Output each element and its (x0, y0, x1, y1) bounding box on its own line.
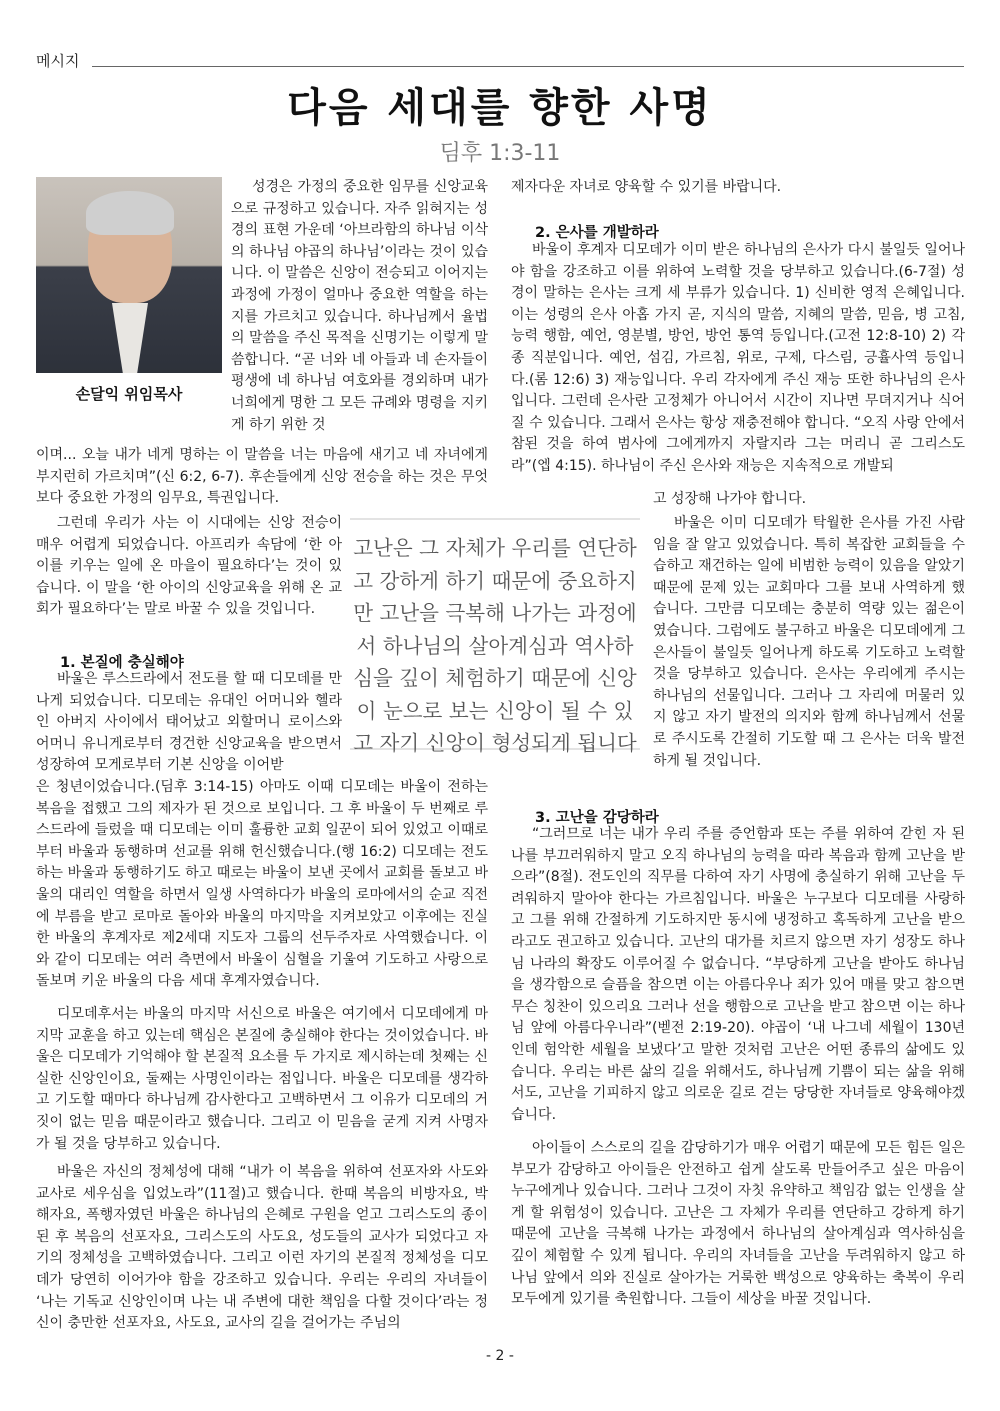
section-1-paragraph-full: 은 청년이었습니다.(딤후 3:14-15) 아마도 이때 디모데는 바울이 전하는 복음을 접했고 그의 제자가 된 것으로 보입니다. 그 후 바울이 두 번째로 루스드라에 들렀을 때 디모데는 이미 훌륭한 교회 일꾼이 되어 있었고 이때로부터 바울과 동행하며 선교를 위해 헌신했습니다.(행 16:2) 디모데는 전도하는 바울과 동행하기도 하고 때로는 바울이 보낸 곳에서 교회를 돌보고 바울의 대리인 역할을 하면서 일생 사역하다가 바울의 로마에서의 순교 직전에 부름을 받고 로마로 돌아와 바울의 마지막을 지켜보았고 이후에는 진실한 바울의 후계자로 제2세대 지도자 그룹의 선두주자로 사역했습니다. 이와 같이 디모데는 여러 측면에서 바울이 심혈을 기울여 기도하고 사랑으로 돌보며 키운 바울의 다음 세대 후계자였습니다. (36, 779, 488, 990)
section-1-paragraph-paul: 바울은 자신의 정체성에 대해 “내가 이 복음을 위하여 선포자와 사도와 교사로 세우심을 입었노라”(11절)고 했습니다. 한때 복음의 비방자요, 박해자요, 폭행자였던 바울은 하나님의 은혜로 구원을 얻고 그리스도의 종이 된 후 복음의 선포자요, 그리스도의 사도요, 성도들의 교사가 되었다고 자기의 정체성을 고백하였습니다. 그리고 이런 자기의 본질적 정체성을 디모데가 당연히 이어가야 함을 강조하고 있습니다. 우리는 우리의 자녀들이 ‘나는 기독교 신앙인이며 나는 내 주변에 대한 책임을 다할 것이다’라는 정신이 충만한 선포자요, 사도요, 교사의 길을 걸어가는 주님의 (36, 1164, 488, 1332)
author-caption: 손달익 위임목사 (75, 385, 183, 403)
right-column-continuation: 제자다운 자녀로 양육할 수 있기를 바랍니다. (511, 179, 782, 195)
article-title: 다음 세대를 향한 사명 (287, 85, 713, 131)
paragraph-faith-transmission: 그런데 우리가 사는 이 시대에는 신앙 전승이 매우 어렵게 되었습니다. 아프리카 속담에 ‘한 아이를 키우는 일에 온 마을이 필요하다’는 것이 있습니다. 이 말을 ‘한 아이의 신앙교육을 위해 온 교회가 필요하다’는 말로 바꿀 수 있을 것입니다. (36, 515, 342, 618)
section-3-paragraph-closing: 아이들이 스스로의 길을 감당하기가 매우 어렵기 때문에 모든 힘든 일은 부모가 감당하고 아이들은 안전하고 쉽게 살도록 만들어주고 싶은 마음이 누구에게나 있습니다. 그러나 그것이 자칫 유약하고 책임감 없는 인생을 살게 할 위험성이 있습니다. 고난은 그 자체가 우리를 연단하고 강하게 하기 때문에 고난을 극복해 나가는 과정에서 하나님의 살아계심과 역사하심을 깊이 체험할 수 있게 됩니다. 우리의 자녀들을 고난을 두려워하지 않고 하나님 앞에서 의와 진실로 살아가는 거룩한 백성으로 양육하는 축복이 우리 모두에게 있기를 축원합니다. 그들이 세상을 바꿀 것입니다. (511, 1140, 965, 1308)
section-2-continuation: 고 성장해 나가야 합니다. (653, 491, 807, 507)
section-label: 메시지 (36, 52, 80, 70)
section-heading-1: 1. 본질에 충실해야 (60, 655, 184, 671)
header-rule (92, 66, 964, 67)
section-1-paragraph-narrow: 바울은 루스드라에서 전도를 할 때 디모데를 만나게 되었습니다. 디모데는 유대인 어머니와 헬라인 아버지 사이에서 태어났고 외할머니 로이스와 어머니 유니게로부터 경건한 신앙교육을 받으면서 성장하여 모게로부터 기본 신앙을 이어받 (36, 671, 342, 774)
section-2-paragraph-gifts: 바울은 이미 디모데가 탁월한 은사를 가진 사람임을 잘 알고 있었습니다. 특히 복잡한 교회들을 수습하고 재건하는 일에 비범한 능력이 있음을 알았기 때문에 문제 있는 교회마다 그를 보내 사역하게 했습니다. 그만큼 디모데는 충분히 역량 있는 젊은이였습니다. 그럼에도 불구하고 바울은 디모데에게 그 은사들이 불일듯 일어나게 하도록 기도하고 노력할 것을 당부하고 있습니다. 은사는 우리에게 주시는 하나님의 선물입니다. 그러나 그 자리에 머물러 있지 않고 자기 발전의 의지와 함께 하나님께서 선물로 주시도록 간절히 기도할 때 그 은사는 더욱 발전하게 될 것입니다. (653, 515, 965, 769)
intro-paragraph-continuation: 이며... 오늘 내가 네게 명하는 이 말씀을 너는 마음에 새기고 네 자녀에게 부지런히 가르치며”(신 6:2, 6-7). 후손들에게 신앙 전승을 하는 것은 무엇보다 중요한 가정의 임무요, 특권입니다. (36, 447, 488, 507)
section-2-paragraph: 바울이 후계자 디모데가 이미 받은 하나님의 은사가 다시 불일듯 일어나야 함을 강조하고 이를 위하여 노력할 것을 당부하고 있습니다.(6-7절) 성경이 말하는 은사는 크게 세 부류가 있습니다. 1) 신비한 영적 은혜입니다. 이는 성령의 은사 아홉 가지 곧, 지식의 말씀, 지혜의 말씀, 믿음, 병 고침, 능력 행함, 예언, 영분별, 방언, 방언 통역 등입니다.(고전 12:8-10) 2) 각종 직분입니다. 예언, 섬김, 가르침, 위로, 구제, 다스림, 긍휼사역 등입니다.(롬 12:6) 3) 재능입니다. 우리 각자에게 주신 재능 또한 하나님의 은사입니다. 그런데 은사란 고정체가 아니어서 시간이 지나면 무뎌지거나 식어질 수 있습니다. 그래서 은사는 항상 재충전해야 합니다. “오직 사랑 안에서 참된 것을 하여 범사에 그에게까지 자랄지라 그는 머리니 곧 그리스도라”(엡 4:15). 하나님이 주신 은사와 재능은 지속적으로 개발되 (511, 242, 965, 474)
intro-paragraph-beside-photo: 성경은 가정의 중요한 임무를 신앙교육으로 규정하고 있습니다. 자주 읽혀지는 성경의 표현 가운데 ‘아브라함의 하나님 이삭의 하나님 야곱의 하나님’이라는 것이 있습니다. 이 말씀은 신앙이 전승되고 이어지는 과정에 가정이 얼마나 중요한 역할을 하는지를 가르치고 있습니다. 하나님께서 율법의 말씀을 주신 목적을 신명기는 이렇게 말씀합니다. “곧 너와 네 아들과 네 손자들이 평생에 네 하나님 여호와를 경외하며 내가 너희에게 명한 그 모든 규례와 명령을 지키게 하기 위한 것 (231, 179, 488, 433)
section-1-paragraph-timothy: 디모데후서는 바울의 마지막 서신으로 바울은 여기에서 디모데에게 마지막 교훈을 하고 있는데 핵심은 본질에 충실해야 한다는 것이었습니다. 바울은 디모데가 기억해야 할 본질적 요소를 두 가지로 제시하는데 첫째는 신실한 신앙인이요, 둘째는 사명인이라는 점입니다. 바울은 디모데를 생각하고 기도할 때마다 하나님께 감사한다고 고백하면서 그 이유가 디모데의 거짓이 없는 믿음 때문이라고 했습니다. 그리고 이 믿음을 굳게 지켜 사명자가 될 것을 당부하고 있습니다. (36, 1006, 488, 1152)
section-heading-2: 2. 은사를 개발하라 (535, 225, 659, 241)
page-number: - 2 - (486, 1348, 514, 1364)
section-3-paragraph: “그러므로 너는 내가 우리 주를 증언함과 또는 주를 위하여 갇힌 자 된 나를 부끄러워하지 말고 오직 하나님의 능력을 따라 복음과 함께 고난을 받으라”(8절). 전도인의 직무를 다하여 자기 사명에 충실하기 위해 고난을 두려워하지 말아야 한다는 가르침입니다. 바울은 누구보다 디모데를 사랑하고 그를 위해 간절하게 기도하지만 동시에 냉정하고 혹독하게 고난을 받으라고도 권고하고 있습니다. 고난의 대가를 치르지 않으면 자기 성장도 하나님 나라의 확장도 이루어질 수 없습니다. “부당하게 고난을 받아도 하나님을 생각함으로 슬픔을 참으면 이는 아름다우나 죄가 있어 매를 맞고 참으면 무슨 칭찬이 있으리요 그러나 선을 행함으로 고난을 받고 참으면 이는 하나님 앞에 아름다우니라”(벧전 2:19-20). 야곱이 ‘내 나그네 세월이 130년인데 험악한 세월을 보냈다’고 말한 것처럼 고난은 어떤 종류의 삶에도 있습니다. 우리는 바른 삶의 길을 위해서도, 하나님께 기쁨이 되는 삶을 위해서도, 고난을 기피하지 않고 의로운 길로 걷는 당당한 자녀들로 양육해야겠습니다. (511, 826, 965, 1123)
author-photo (36, 177, 222, 373)
pull-quote: 고난은 그 자체가 우리를 연단하고 강하게 하기 때문에 중요하지만 고난을 극복해 나가는 과정에서 하나님의 살아계심과 역사하심을 깊이 체험하기 때문에 신앙이 눈으로 보는 신앙이 될 수 있고 자기 신앙이 형성되게 됩니다 (350, 518, 640, 750)
section-heading-3: 3. 고난을 감당하라 (535, 810, 659, 826)
scripture-reference: 딤후 1:3-11 (439, 141, 561, 166)
